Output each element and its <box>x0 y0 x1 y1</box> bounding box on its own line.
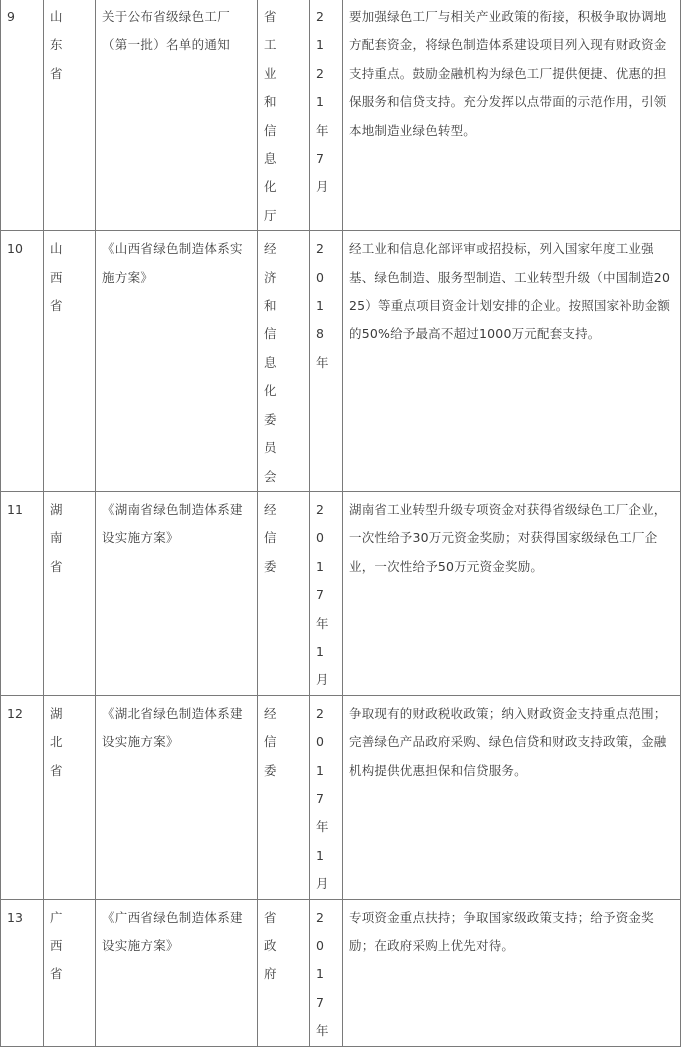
policy-description-cell: 专项资金重点扶持；争取国家级政策支持；给予资金奖励；在政府采购上优先对待。 <box>343 899 681 1046</box>
row-number: 9 <box>1 0 44 231</box>
policy-description-cell: 争取现有的财政税收政策；纳入财政资金支持重点范围；完善绿色产品政府采购、绿色信贷和财政支持政策，金融机构提供优惠担保和信贷服务。 <box>343 695 681 899</box>
document-title-cell: 《湖南省绿色制造体系建设实施方案》 <box>96 491 258 695</box>
department-cell: 经信委 <box>258 695 310 899</box>
table-row <box>1 899 681 1046</box>
department-cell: 省政府 <box>258 899 310 1046</box>
policy-description-cell: 要加强绿色工厂与相关产业政策的衔接，积极争取协调地方配套资金，将绿色制造体系建设项目列入现有财政资金支持重点。鼓励金融机构为绿色工厂提供便捷、优惠的担保服务和信贷支持。充分发挥以点带面的示范作用，引领本地制造业绿色转型。 <box>343 0 681 231</box>
table-row <box>1 491 681 695</box>
province-cell: 山西省 <box>44 231 96 492</box>
table-row <box>1 0 681 231</box>
document-title-cell: 《湖北省绿色制造体系建设实施方案》 <box>96 695 258 899</box>
document-title-cell: 《山西省绿色制造体系实施方案》 <box>96 231 258 492</box>
document-title-cell: 《广西省绿色制造体系建设实施方案》 <box>96 899 258 1046</box>
policy-description-cell: 湖南省工业转型升级专项资金对获得省级绿色工厂企业，一次性给予30万元资金奖励；对获得国家级绿色工厂企业，一次性给予50万元资金奖励。 <box>343 491 681 695</box>
date-cell: 2017年 <box>310 899 343 1046</box>
department-cell: 经信委 <box>258 491 310 695</box>
date-cell: 2017年1月 <box>310 695 343 899</box>
document-title-cell: 关于公布省级绿色工厂（第一批）名单的通知 <box>96 0 258 231</box>
table-row <box>1 695 681 899</box>
row-number: 10 <box>1 231 44 492</box>
province-cell: 湖南省 <box>44 491 96 695</box>
row-number: 13 <box>1 899 44 1046</box>
date-cell: 2018年 <box>310 231 343 492</box>
table-row <box>1 231 681 492</box>
province-cell: 湖北省 <box>44 695 96 899</box>
province-cell: 山东省 <box>44 0 96 231</box>
department-cell: 省工业和信息化厅 <box>258 0 310 231</box>
province-cell: 广西省 <box>44 899 96 1046</box>
row-number: 12 <box>1 695 44 899</box>
row-number: 11 <box>1 491 44 695</box>
date-cell: 2121年7月 <box>310 0 343 231</box>
department-cell: 经济和信息化委员会 <box>258 231 310 492</box>
policy-description-cell: 经工业和信息化部评审或招投标，列入国家年度工业强基、绿色制造、服务型制造、工业转型升级（中国制造2025）等重点项目资金计划安排的企业。按照国家补助金额的50%给予最高不超过1000万元配套支持。 <box>343 231 681 492</box>
date-cell: 2017年1月 <box>310 491 343 695</box>
